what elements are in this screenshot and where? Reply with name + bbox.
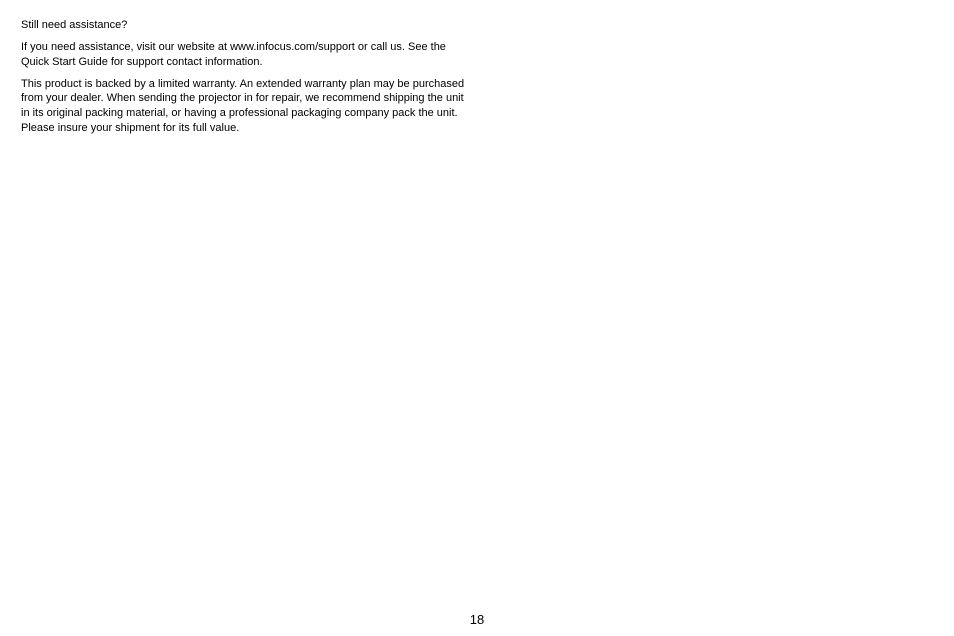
support-paragraph: If you need assistance, visit our website at www.infocus.com/support or call us. See the Quick Start Guide for support contact information. <box>21 41 446 68</box>
page-number: 18 <box>469 612 485 627</box>
assistance-section <box>21 18 466 143</box>
warranty-paragraph: This product is backed by a limited warranty. An extended warranty plan may be purchased from your dealer. When sending the projector in for repair, we recommend shipping the unit in its original packing material, or having a professional packaging company pack the unit. Please insure your shipment for its full value. <box>21 77 465 134</box>
section-heading: Still need assistance? <box>21 19 128 31</box>
